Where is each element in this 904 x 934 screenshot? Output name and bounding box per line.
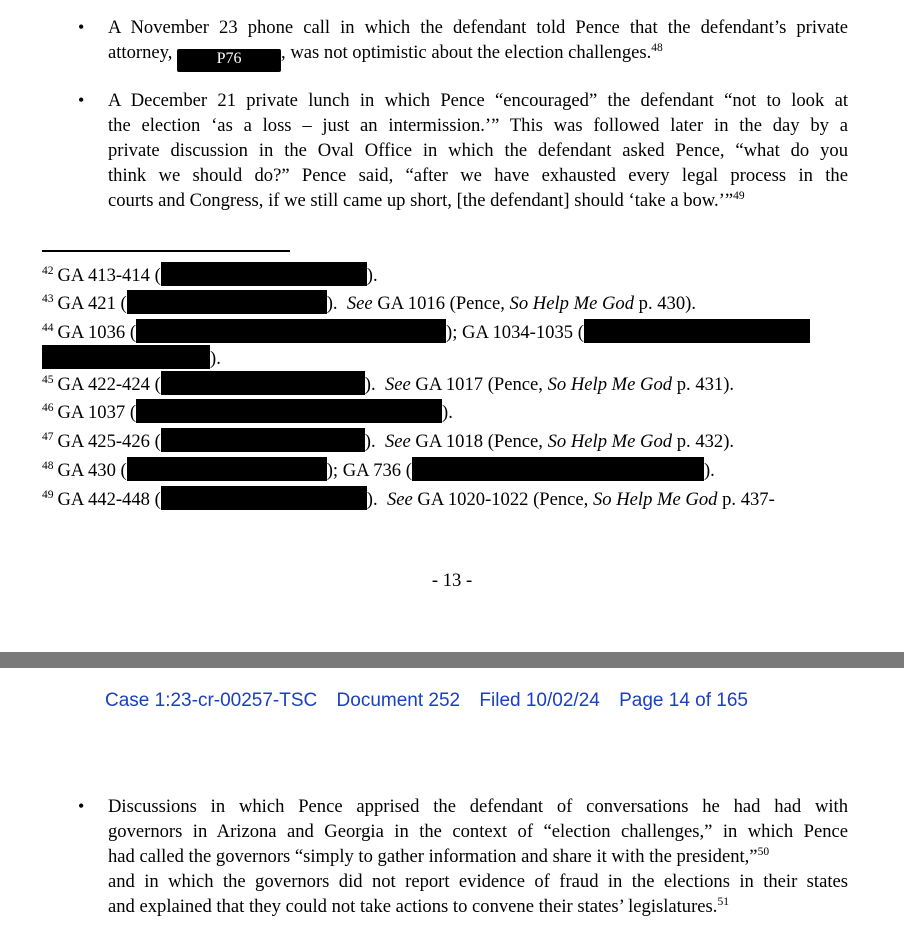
page-number: - 13 - [431,570,473,591]
redaction [161,486,367,510]
page-14 [0,668,904,934]
footnote-42: $^{42}$ GA 413-414 ( ). [42,262,378,288]
footnote-44-continued: ). [42,345,221,371]
redaction [584,319,810,343]
bullet-dot: • [78,17,85,37]
footnote-48: $^{48}$ GA 430 ( ); GA 736 ( ). [42,457,715,483]
footnote-separator [42,250,290,252]
redaction [412,457,704,481]
document-number: Document 252 [336,690,461,711]
redaction [161,371,365,395]
footnote-43: $^{43}$ GA 421 ( ). See GA 1016 (Pence, So Help Me God p. 430). [42,290,696,316]
footnote-47: $^{47}$ GA 425-426 ( ). See GA 1018 (Pence, So Help Me God p. 432). [42,428,734,454]
page-count: Page 14 of 165 [619,690,748,711]
footnote-ref-48: 48 [651,42,663,54]
redaction [127,457,327,481]
footnote-45: $^{45}$ GA 422-424 ( ). See GA 1017 (Pence, So Help Me God p. 431). [42,371,734,397]
ecf-header [105,690,762,712]
redaction [136,319,446,343]
bullet-text: Discussions in which Pence apprised the defendant of conversations he had had with governors in Arizona and Georgia in the context of “election challenges,” in which Pence had called the governors “simply to gather information and share it with the president,”$^{50}$ and in which the governors did not report evidence of fraud in the elections in their states and explained that they could not take actions to convene their states’ legislatures.$^{51}$ [108,796,848,917]
redaction-p76: P76 [177,49,281,72]
footnote-ref-50: 50 [757,846,770,858]
redaction [42,345,210,369]
footnote-46: $^{46}$ GA 1037 ( ). [42,399,453,425]
bullet-dot: • [78,90,85,110]
filed-date: Filed 10/02/24 [479,690,600,711]
redaction [161,428,365,452]
redaction [127,290,327,314]
page-separator [0,652,904,668]
redaction [136,399,442,423]
bullet-dot: • [78,796,85,816]
bullet-text: A December 21 private lunch in which Pence “encouraged” the defendant “not to look at the election ‘as a loss – just an intermission.’” This was followed later in the day by a private discussion in the Oval Office in which the defendant asked Pence, “what do you think we should do?” Pence said, “after we have exhausted every legal process in the courts and Congress, if we still came up short, [the defendant] should ‘take a bow.’”$^{49}$ [108,90,848,211]
bullet-text: A November 23 phone call in which the defendant told Pence that the defendant’s private attorney, P76 , was not optimistic about the election challenges.$^{48}$ [108,15,848,72]
footnote-49: $^{49}$ GA 442-448 ( ). See GA 1020-1022 (Pence, So Help Me God p. 437- [42,486,775,512]
case-number: Case 1:23-cr-00257-TSC [105,690,318,711]
redaction [161,262,367,286]
footnote-ref-49: 49 [733,190,745,202]
footnote-ref-51: 51 [717,896,729,908]
footnote-44: $^{44}$ GA 1036 ( ); GA 1034-1035 ( [42,319,810,345]
